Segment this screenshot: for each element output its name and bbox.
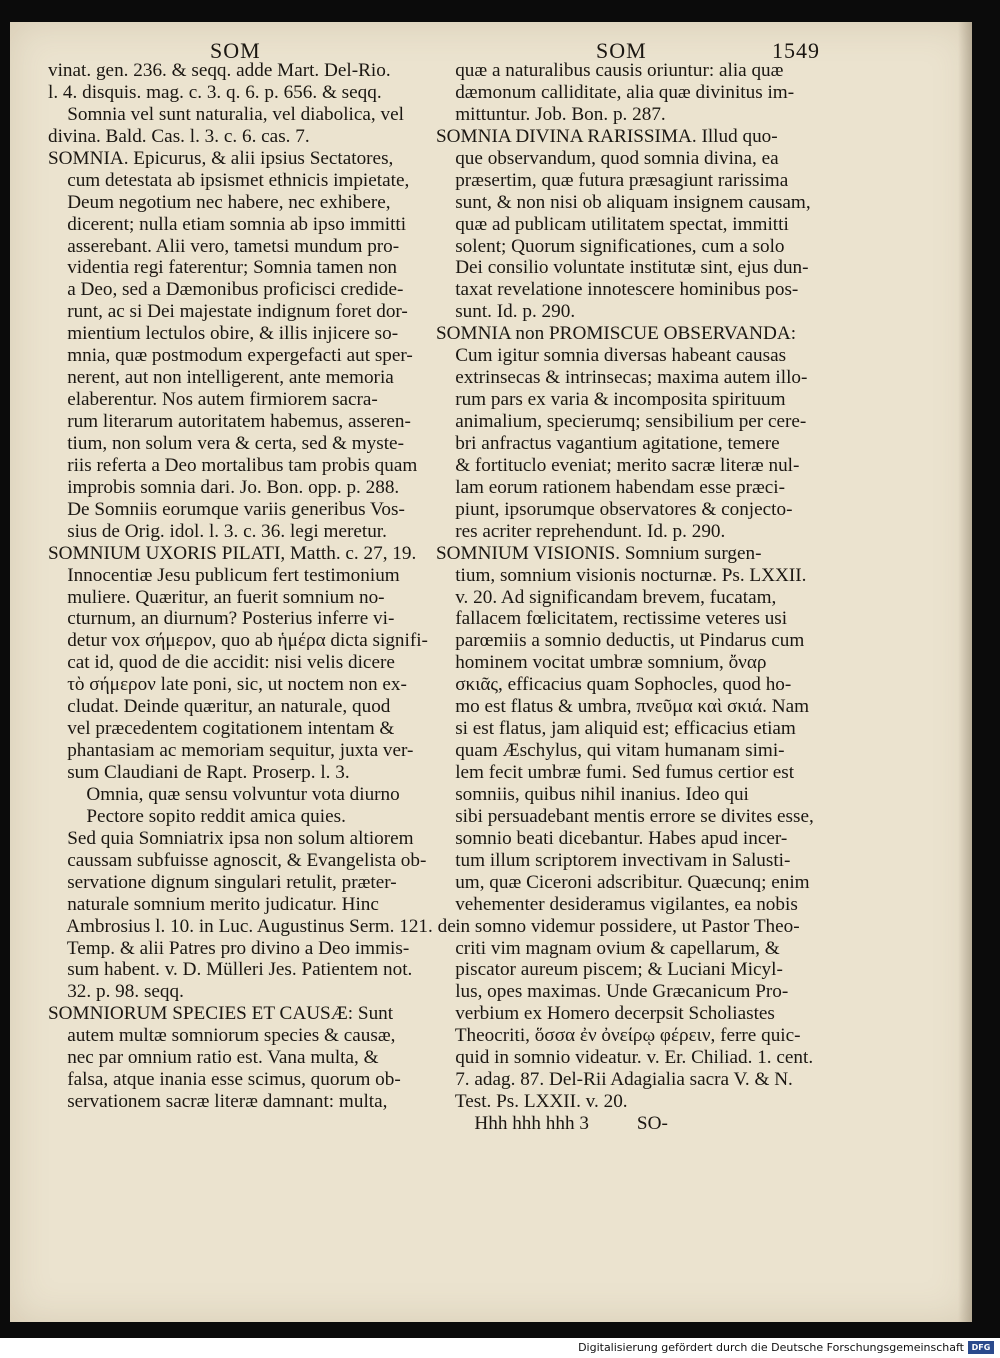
left-column-line: SOMNIUM UXORIS PILATI, Matth. c. 27, 19.: [48, 542, 417, 564]
left-column-line: sum Claudiani de Rapt. Proserp. l. 3.: [48, 762, 350, 783]
right-column-line: tium, somnium visionis nocturnæ. Ps. LXXII.: [436, 564, 807, 586]
left-column-line: phantasiam ac memoriam sequitur, juxta ver-: [48, 740, 414, 762]
left-column-line: l. 4. disquis. mag. c. 3. q. 6. p. 656. & seqq.: [48, 81, 382, 103]
right-column-line: piscator aureum piscem; & Luciani Micyl-: [436, 959, 783, 981]
right-column-line: sibi persuadebant mentis errore se divites esse,: [436, 805, 814, 827]
dfg-logo: DFG: [968, 1341, 994, 1354]
right-column-line: quæ ad publicam utilitatem spectat, immitti: [436, 213, 789, 235]
left-column-line: rum literarum autoritatem habemus, asseren-: [48, 411, 411, 432]
left-column-line: τὸ σήμερον late poni, sic, ut noctem non ex-: [48, 674, 407, 696]
right-column-line: quæ a naturalibus causis oriuntur: alia quæ: [436, 60, 784, 81]
right-column-line: & fortituclo eveniat; merito sacræ literæ nul-: [436, 454, 800, 476]
right-column-line: v. 20. Ad significandam brevem, fucatam,: [436, 586, 777, 608]
right-column-line: quid in somnio videatur. v. Er. Chiliad. 1. cent.: [436, 1047, 814, 1069]
right-column-line: SOMNIA non PROMISCUE OBSERVANDA:: [436, 323, 797, 345]
left-column-line: nec par omnium ratio est. Vana multa, &: [48, 1047, 379, 1069]
right-column-line: solent; Quorum significationes, cum a solo: [436, 235, 785, 257]
left-column-line: Pectore sopito reddit amica quies.: [48, 805, 346, 827]
left-column-line: elaberentur. Nos autem firmiorem sacra-: [48, 389, 378, 411]
left-column-line: tium, non solum vera & certa, sed & myste-: [48, 432, 404, 454]
left-column-line: De Somniis eorumque variis generibus Vos-: [48, 498, 405, 520]
left-column-line: improbis somnia dari. Jo. Bon. opp. p. 288.: [48, 476, 400, 498]
right-column-line: si est flatus, jam aliquid est; efficacius etiam: [436, 718, 796, 740]
right-column-line: que observandum, quod somnia divina, ea: [436, 147, 779, 169]
left-column-line: detur vox σήμερον, quo ab ἡμέρα dicta signifi-: [48, 630, 428, 652]
left-column-line: Sed quia Somniatrix ipsa non solum altiorem: [48, 827, 414, 849]
right-column-line: quam Æschylus, qui vitam humanam simi-: [436, 740, 785, 762]
left-column-line: muliere. Quæritur, an fuerit somnium no-: [48, 586, 385, 608]
left-column-line: falsa, atque inania esse scimus, quorum ob-: [48, 1069, 401, 1091]
right-column-line: piunt, ipsorumque observatores & conjecto-: [436, 498, 793, 520]
left-column-line: cludat. Deinde quæritur, an naturale, quod: [48, 696, 391, 718]
right-column-line: fallacem fœlicitatem, rectissime veteres usi: [436, 608, 788, 630]
running-head-right: SOM: [596, 38, 647, 63]
right-column-line: mo est flatus & umbra, πνεῦμα καὶ σκιά. Nam: [436, 696, 810, 718]
right-column-line: SOMNIUM VISIONIS. Somnium surgen-: [436, 542, 762, 564]
left-column-line: mientium lectulos obire, & illis injicere so-: [48, 323, 399, 345]
right-column-line: parœmiis a somnio deductis, ut Pindarus cum: [436, 630, 805, 652]
right-column-line: sunt, & non nisi ob aliquam insignem causam,: [436, 191, 811, 213]
left-column-line: dicerent; nulla etiam somnia ab ipso immitti: [48, 213, 407, 235]
left-column-line: Temp. & alii Patres pro divino a Deo immis-: [48, 937, 410, 959]
left-column-line: servationem sacræ literæ damnant: multa,: [48, 1091, 388, 1113]
left-column-line: Somnia vel sunt naturalia, vel diabolica, vel: [48, 103, 404, 125]
right-column-line: verbium ex Homero decerpsit Scholiastes: [436, 1003, 775, 1025]
right-column-line: mittuntur. Job. Bon. p. 287.: [436, 103, 666, 125]
right-column-line: lus, opes maximas. Unde Græcanicum Pro-: [436, 981, 789, 1003]
right-column-line: Dei consilio voluntate institutæ sint, ejus dun-: [436, 257, 809, 279]
right-column-line: lem fecit umbræ fumi. Sed fumus certior est: [436, 762, 795, 783]
right-column-line: hominem vocitat umbræ somnium, ὄναρ: [436, 652, 767, 674]
right-column-line: dæmonum calliditate, alia quæ divinitus im-: [436, 81, 795, 103]
left-column: [48, 60, 460, 1113]
left-column-line: autem multæ somniorum species & causæ,: [48, 1025, 396, 1047]
right-column-line: Cum igitur somnia diversas habeant causas: [436, 345, 787, 367]
left-column-line: mnia, quæ postmodum expergefacti aut sper-: [48, 345, 413, 367]
right-column-line: animalium, specierumq; sensibilium per cere-: [436, 411, 807, 432]
left-column-line: Innocentiæ Jesu publicum fert testimonium: [48, 564, 400, 586]
left-column-line: cturnum, an diurnum? Posterius inferre vi-: [48, 608, 395, 630]
right-column-line: Theocriti, ὅσσα ἐν ὀνείρῳ φέρειν, ferre quic-: [436, 1025, 801, 1047]
right-column-line: Hhh hhh hhh 3 SO-: [436, 1113, 668, 1134]
left-column-line: a Deo, sed a Dæmonibus proficisci credide-: [48, 279, 404, 301]
right-column-line: 7. adag. 87. Del-Rii Adagialia sacra V. & N.: [436, 1069, 793, 1091]
left-column-line: nerent, aut non intelligerent, ante memoria: [48, 367, 394, 389]
left-column-line: Deum negotium nec habere, nec exhibere,: [48, 191, 391, 213]
right-column-line: um, quæ Ciceroni adscribitur. Quæcunq; enim: [436, 871, 810, 893]
right-column-line: bri anfractus vagantium agitatione, temere: [436, 432, 780, 454]
right-column-line: extrinsecas & intrinsecas; maxima autem illo-: [436, 367, 808, 389]
right-column-line: in somno videmur possidere, ut Pastor Theo-: [436, 915, 800, 937]
right-column-line: tum illum scriptorem invectivam in Salusti-: [436, 849, 791, 871]
left-column-line: caussam subfuisse agnoscit, & Evangelista ob-: [48, 849, 427, 871]
left-column-line: cat id, quod de die accidit: nisi velis dicere: [48, 652, 395, 674]
left-column-line: sius de Orig. idol. l. 3. c. 36. legi meretur.: [48, 520, 387, 542]
right-column-line: SOMNIA DIVINA RARISSIMA. Illud quo-: [436, 125, 778, 147]
right-column-line: Test. Ps. LXXII. v. 20.: [436, 1091, 628, 1113]
right-column-line: vehementer desideramus vigilantes, ea nobis: [436, 893, 798, 915]
left-column-line: vinat. gen. 236. & seqq. adde Mart. Del-Rio.: [48, 60, 391, 81]
right-column-line: taxat revelatione innotescere hominibus pos-: [436, 279, 799, 301]
left-column-line: vel præcedentem cogitationem intentam &: [48, 718, 395, 740]
digitization-credit: Digitalisierung gefördert durch die Deutsche Forschungsgemeinschaft: [578, 1341, 964, 1354]
left-column-line: Omnia, quæ sensu volvuntur vota diurno: [48, 783, 400, 805]
right-column-line: præsertim, quæ futura præsagiunt rarissima: [436, 169, 789, 191]
left-column-line: servatione dignum singulari retulit, præter-: [48, 871, 397, 893]
left-column-line: 32. p. 98. seqq.: [48, 981, 184, 1003]
right-column-line: res acriter reprehendunt. Id. p. 290.: [436, 520, 726, 542]
left-column-line: divina. Bald. Cas. l. 3. c. 6. cas. 7.: [48, 125, 310, 147]
left-column-line: naturale somnium merito judicatur. Hinc: [48, 893, 379, 915]
right-column-line: lam eorum rationem habendam esse præci-: [436, 476, 785, 498]
running-head-left: SOM: [210, 38, 261, 63]
left-column-line: riis referta a Deo mortalibus tam probis quam: [48, 454, 418, 476]
right-column-line: sunt. Id. p. 290.: [436, 301, 576, 323]
left-column-line: sum habent. v. D. Mülleri Jes. Patientem not.: [48, 959, 413, 981]
left-column-line: SOMNIA. Epicurus, & alii ipsius Sectatores,: [48, 147, 394, 169]
right-column-line: somniis, quibus nihil inanius. Ideo qui: [436, 783, 749, 805]
page-number: 1549: [772, 38, 820, 63]
left-column-line: asserebant. Alii vero, tametsi mundum pro-: [48, 235, 400, 257]
left-column-line: Ambrosius l. 10. in Luc. Augustinus Serm. 121. de: [48, 915, 456, 937]
footer-bar: [0, 1338, 1000, 1358]
right-column: [436, 60, 852, 1135]
left-column-line: SOMNIORUM SPECIES ET CAUSÆ: Sunt: [48, 1003, 394, 1025]
left-column-line: cum detestata ab ipsismet ethnicis impietate,: [48, 169, 410, 191]
left-column-line: videntia regi faterentur; Somnia tamen non: [48, 257, 398, 279]
right-column-line: rum pars ex varia & incomposita spirituum: [436, 389, 786, 411]
right-column-line: σκιᾶς, efficacius quam Sophocles, quod ho-: [436, 674, 792, 696]
right-column-line: somnio beati dicebantur. Habes apud incer-: [436, 827, 788, 849]
page-edge-shadow: [958, 22, 972, 1322]
right-column-line: criti vim magnam ovium & capellarum, &: [436, 937, 780, 959]
left-column-line: runt, ac si Dei majestate indignum foret dor-: [48, 301, 408, 323]
